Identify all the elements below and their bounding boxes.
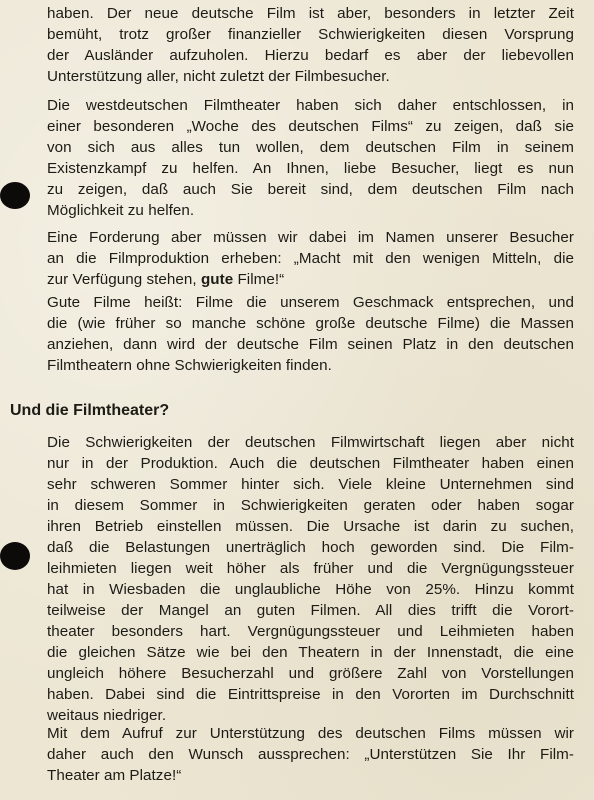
text-line: von sich aus alles tun wollen, dem deutschen Film in seinem	[47, 139, 574, 156]
punch-hole-top	[0, 182, 30, 209]
text-line: haben. Dabei sind die Eintrittspreise in den Vororten im Durchschnitt	[47, 686, 574, 703]
text-line: Theater am Platze!“	[47, 767, 182, 784]
text-line: Filmtheatern ohne Schwierigkeiten finden.	[47, 357, 332, 374]
text-line: Unterstützung aller, nicht zuletzt der Filmbesucher.	[47, 68, 390, 85]
text-line: teilweise der Mangel an guten Filmen. All dies trifft die Vorort-	[47, 602, 574, 619]
text-line: Eine Forderung aber müssen wir dabei im Namen unserer Besucher	[47, 229, 574, 246]
text-line: haben. Der neue deutsche Film ist aber, besonders in letzter Zeit	[47, 5, 574, 22]
text-line: Mit dem Aufruf zur Unterstützung des deutschen Films müssen wir	[47, 725, 574, 742]
text-line: einer besonderen „Woche des deutschen Films“ zu zeigen, daß sie	[47, 118, 574, 135]
text-line: Die westdeutschen Filmtheater haben sich daher entschlossen, in	[47, 97, 574, 114]
text-line: ihren Betrieb einstellen müssen. Die Ursache ist darin zu suchen,	[47, 518, 574, 535]
paragraph-6	[47, 723, 574, 786]
paragraph-2	[47, 95, 574, 221]
emphasis-text: gute	[200, 271, 234, 288]
punch-hole-bottom	[0, 542, 30, 570]
text-line: anziehen, dann wird der deutsche Film seinen Platz in den deutschen	[47, 336, 574, 353]
text-line: zu zeigen, daß auch Sie bereit sind, dem deutschen Film nach	[47, 181, 574, 198]
text-line: sehr schweren Sommer hinter sich. Viele kleine Unternehmen sind	[47, 476, 574, 493]
paragraph-5	[47, 432, 574, 726]
text-line	[47, 269, 574, 290]
text-line: Möglichkeit zu helfen.	[47, 202, 195, 219]
text-line: der Ausländer aufzuholen. Hierzu bedarf es aber der liebevollen	[47, 47, 574, 64]
text-line: die gleichen Sätze wie bei den Theatern in der Innenstadt, die eine	[47, 644, 574, 661]
text-line: die (wie früher so manche schöne große deutsche Filme) die Massen	[47, 315, 574, 332]
text-line: bemüht, trotz großer finanzieller Schwierigkeiten diesen Vorsprung	[47, 26, 574, 43]
text-line: Gute Filme heißt: Filme die unserem Geschmack entsprechen, und	[47, 294, 574, 311]
text-line: nur in der Produktion. Auch die deutschen Filmtheater haben einen	[47, 455, 574, 472]
text-line: in diesem Sommer in Schwierigkeiten geraten oder haben sogar	[47, 497, 574, 514]
text-line: daher auch den Wunsch aussprechen: „Unterstützen Sie Ihr Film-	[47, 746, 574, 763]
paragraph-4	[47, 292, 574, 376]
section-heading: Und die Filmtheater?	[10, 402, 170, 419]
text-line: hat in Wiesbaden die unglaubliche Höhe von 25%. Hinzu kommt	[47, 581, 574, 598]
text-fragment: Filme!“	[233, 271, 285, 288]
text-line: daß die Belastungen unerträglich hoch geworden sind. Die Film-	[47, 539, 574, 556]
text-line: leihmieten liegen weit höher als früher und die Vergnügungssteuer	[47, 560, 574, 577]
text-line: theater besonders hart. Vergnügungssteuer und Leihmieten haben	[47, 623, 574, 640]
text-line: Die Schwierigkeiten der deutschen Filmwirtschaft liegen aber nicht	[47, 434, 574, 451]
text-line: an die Filmproduktion erheben: „Macht mit den wenigen Mitteln, die	[47, 250, 574, 267]
text-line: ungleich höhere Besucherzahl und größere Zahl von Vorstellungen	[47, 665, 574, 682]
text-line: Existenzkampf zu helfen. An Ihnen, liebe Besucher, liegt es nun	[47, 160, 574, 177]
text-line: weitaus niedriger.	[47, 707, 167, 724]
paragraph-3	[47, 227, 574, 290]
paragraph-1	[47, 3, 574, 87]
text-fragment: zur Verfügung stehen,	[47, 271, 201, 288]
